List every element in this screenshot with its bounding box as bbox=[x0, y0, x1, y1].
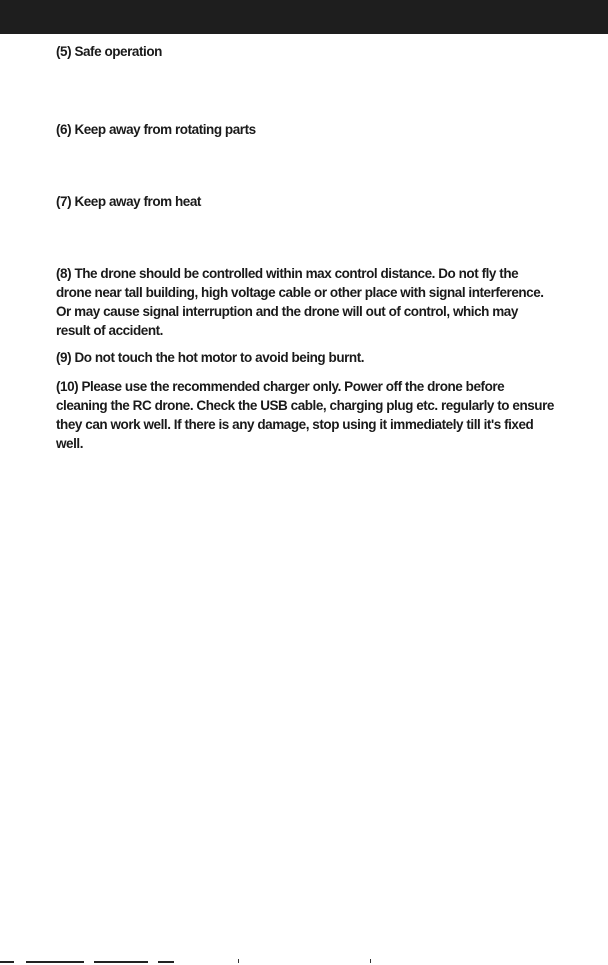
bottom-tick bbox=[370, 959, 371, 963]
bottom-rule bbox=[94, 961, 148, 963]
bottom-rule bbox=[158, 961, 174, 963]
paragraph-charger: (10) Please use the recommended charger only. Power off the drone before cleaning the RC drone. Check the USB cable, charging plug etc. regularly to ensure they can work well. If there is any damage, stop using it immediately till it's fixed well. bbox=[56, 379, 554, 451]
header-bar bbox=[0, 0, 608, 34]
bottom-tick bbox=[238, 959, 239, 963]
bottom-rule bbox=[26, 961, 84, 963]
heading-keep-away-heat: (7) Keep away from heat bbox=[56, 194, 201, 209]
paragraph-control-distance: (8) The drone should be controlled within max control distance. Do not fly the drone near tall building, high voltage cable or other place with signal interference. Or may cause signal interruption and the drone will out of control, which may result of accident. bbox=[56, 266, 544, 338]
heading-safe-operation: (5) Safe operation bbox=[56, 44, 162, 59]
bottom-rule bbox=[0, 961, 14, 963]
heading-keep-away-rotating-parts: (6) Keep away from rotating parts bbox=[56, 122, 256, 137]
paragraph-hot-motor: (9) Do not touch the hot motor to avoid being burnt. bbox=[56, 350, 365, 365]
